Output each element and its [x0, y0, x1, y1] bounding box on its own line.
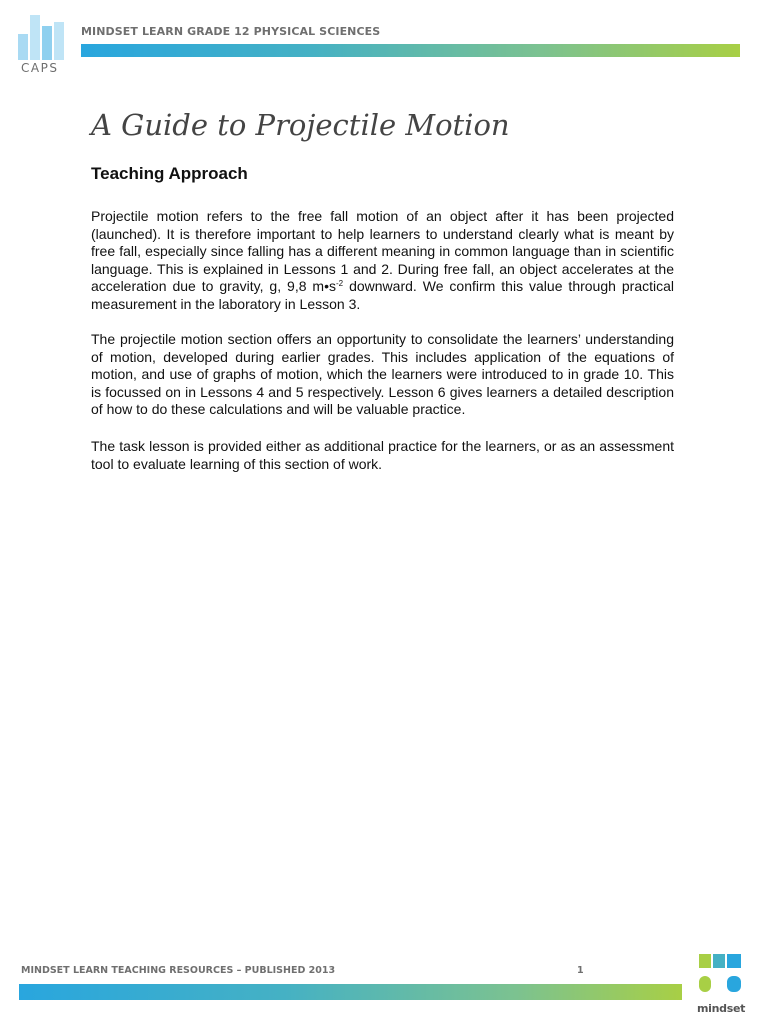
paragraph-1-text: Projectile motion refers to the free fall motion of an object after it has been projected (launched). It is therefore important to help learners to understand clearly what is meant by free fall, especially since falling has a different meaning in common language than in scientific language. This is explained in Lessons 1 and 2. During free fall, an object accelerates at the acceleration due to gravity, g, 9,8 m•s [91, 208, 674, 295]
header-title: MINDSET LEARN GRADE 12 PHYSICAL SCIENCES [81, 25, 381, 38]
mindset-logo-icon [697, 952, 749, 992]
paragraph-3: The task lesson is provided either as additional practice for the learners, or as an assessment tool to evaluate learning of this section of work. [91, 438, 674, 472]
section-heading: Teaching Approach [91, 164, 248, 183]
header-gradient-bar [81, 44, 740, 57]
document-title: A Guide to Projectile Motion [91, 108, 510, 142]
paragraph-1-text-end: downward. We confirm this value through practical measurement in the laboratory in Lesson 3. [91, 278, 674, 312]
mindset-logo-text: mindset [697, 1002, 746, 1015]
footer-text: MINDSET LEARN TEACHING RESOURCES – PUBLISHED 2013 [21, 965, 336, 976]
footer-gradient-bar [19, 984, 682, 1000]
paragraph-2: The projectile motion section offers an opportunity to consolidate the learners’ understanding of motion, developed during earlier grades. This includes application of the equations of motion, and use of graphs of motion, which the learners were introduced to in grade 10. This is focussed on in Lessons 4 and 5 respectively. Lesson 6 gives learners a detailed description of how to do these calculations and will be valuable practice. [91, 331, 674, 418]
paragraph-1-superscript: -2 [336, 279, 344, 289]
page-number: 1 [577, 965, 584, 976]
caps-brand-text: CAPS [21, 61, 59, 75]
paragraph-1 [91, 208, 674, 314]
